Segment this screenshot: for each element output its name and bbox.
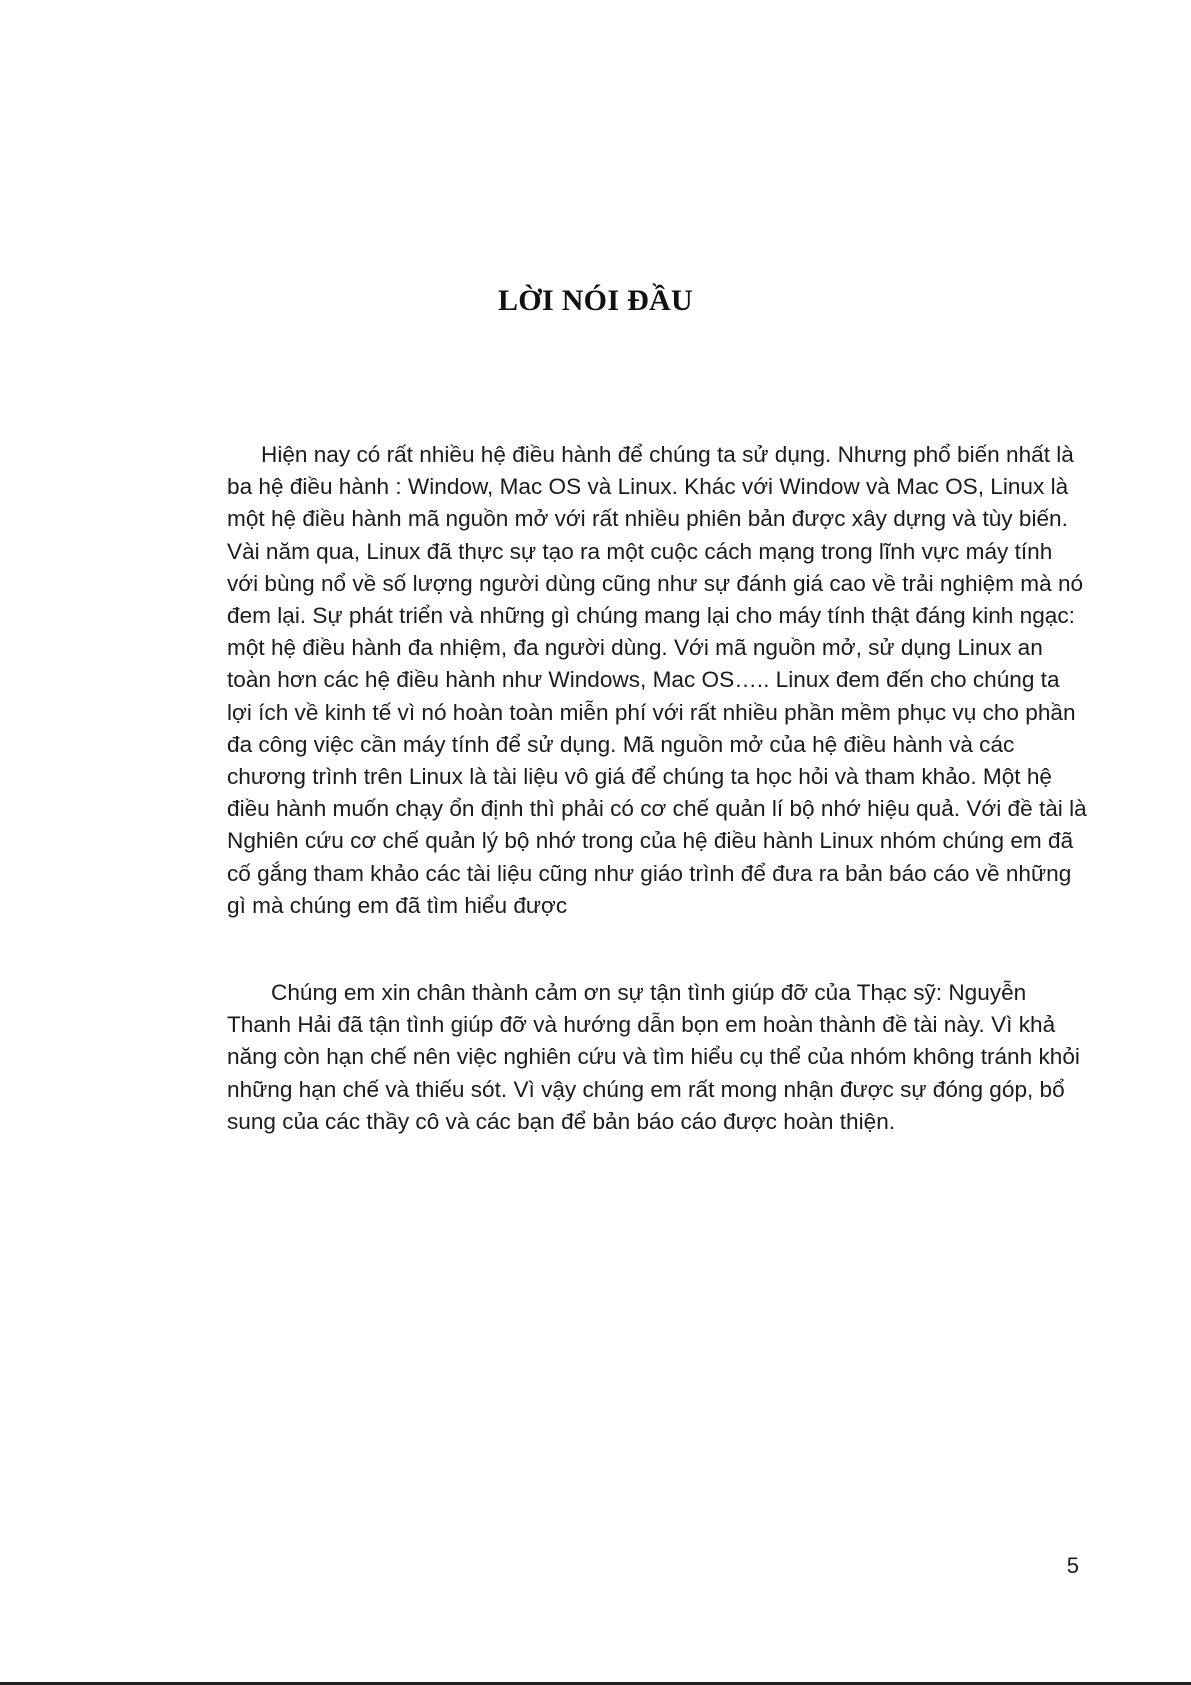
paragraph-acknowledgement: Chúng em xin chân thành cảm ơn sự tận tình giúp đỡ của Thạc sỹ: Nguyễn Thanh Hải đã tận tình giúp đỡ và hướng dẫn bọn em hoàn thành đề tài này. Vì khả năng còn hạn chế nên việc nghiên cứu và tìm hiểu cụ thể của nhóm không tránh khỏi những hạn chế và thiếu sót. Vì vậy chúng em rất mong nhận được sự đóng góp, bổ sung của các thầy cô và các bạn để bản báo cáo được hoàn thiện.	[227, 980, 1080, 1134]
page-title: LỜI NÓI ĐẦU	[498, 284, 693, 317]
page-number: 5	[1066, 1553, 1079, 1578]
paragraph-introduction: Hiện nay có rất nhiều hệ điều hành để chúng ta sử dụng. Nhưng phổ biến nhất là ba hệ điều hành : Window, Mac OS và Linux. Khác với Window và Mac OS, Linux là một hệ điều hành mã nguồn mở với rất nhiều phiên bản được xây dựng và tùy biến. Vài năm qua, Linux đã thực sự tạo ra một cuộc cách mạng trong lĩnh vực máy tính với bùng nổ về số lượng người dùng cũng như sự đánh giá cao về trải nghiệm mà nó đem lại. Sự phát triển và những gì chúng mang lại cho máy tính thật đáng kinh ngạc: một hệ điều hành đa nhiệm, đa người dùng. Với mã nguồn mở, sử dụng Linux an toàn hơn các hệ điều hành như Windows, Mac OS….. Linux đem đến cho chúng ta lợi ích về kinh tế vì nó hoàn toàn miễn phí với rất nhiều phần mềm phục vụ cho phần đa công việc cần máy tính để sử dụng. Mã nguồn mở của hệ điều hành và các chương trình trên Linux là tài liệu vô giá để chúng ta học hỏi và tham khảo. Một hệ điều hành muốn chạy ổn định thì phải có cơ chế quản lí bộ nhớ hiệu quả. Với đề tài là Nghiên cứu cơ chế quản lý bộ nhớ trong của hệ điều hành Linux nhóm chúng em đã cố gắng tham khảo các tài liệu cũng như giáo trình để đưa ra bản báo cáo về những gì mà chúng em đã tìm hiểu được	[227, 442, 1087, 918]
